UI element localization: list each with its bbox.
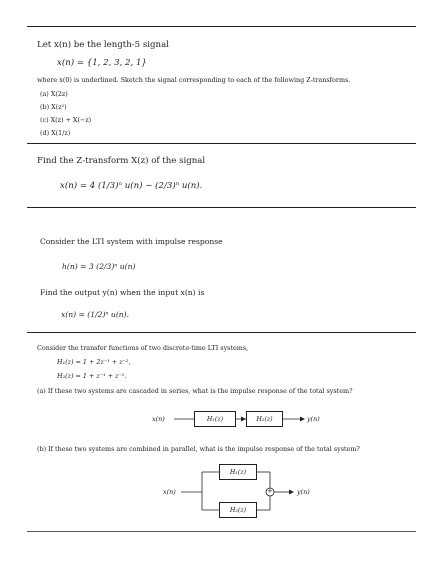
problem1-intro: Let x(n) be the length-5 signal — [37, 40, 169, 50]
parallel-block-h2-label: H₂(z) — [229, 506, 247, 514]
problem1-part-d: (d) X(1/z) — [40, 129, 71, 137]
problem1-part-a: (a) X(2z) — [40, 90, 68, 98]
problem1-note: where x(0) is underlined. Sketch the signal corresponding to each of the following Z-transforms. — [37, 76, 351, 84]
parallel-block-h1-label: H₁(z) — [229, 468, 247, 476]
parallel-block-h2 — [219, 502, 257, 518]
problem3-impulse-response: h(n) = 3 (2/3)ⁿ u(n) — [62, 262, 136, 271]
cascade-input-label: x(n) — [152, 415, 165, 423]
cascade-block-h2-label: H₂(z) — [256, 415, 273, 423]
problem3-intro: Consider the LTI system with impulse response — [40, 237, 223, 246]
cascade-output-label: y(n) — [307, 415, 320, 423]
problem1-part-b: (b) X(z²) — [40, 103, 67, 111]
problem3-input: x(n) = (1/2)ⁿ u(n). — [61, 310, 130, 319]
parallel-block-h1 — [219, 464, 257, 480]
problem4-part-b: (b) If these two systems are combined in parallel, what is the impulse response of the total system? — [37, 445, 360, 453]
problem2-intro: Find the Z-transform X(z) of the signal — [37, 156, 206, 166]
sum-junction-symbol: + — [267, 487, 273, 495]
parallel-input-label: x(n) — [163, 488, 176, 496]
problem4-part-a: (a) If these two systems are cascaded in series, what is the impulse response of the total system? — [37, 387, 353, 395]
problem2-equation: x(n) = 4 (1/3)ⁿ u(n) − (2/3)ⁿ u(n). — [60, 181, 203, 191]
bottom-rule — [27, 531, 416, 532]
problem4-h2: H₂(z) = 1 + z⁻¹ + z⁻². — [57, 372, 127, 380]
problem1-part-c: (c) X(z) + X(−z) — [40, 116, 92, 124]
problem4-intro: Consider the transfer functions of two discrete-time LTI systems, — [37, 344, 249, 352]
problem4-h1: H₁(z) = 1 + 2z⁻¹ + z⁻², — [57, 358, 131, 366]
problem1-signal: x(n) = {1, 2, 3, 2, 1} — [57, 58, 147, 68]
cascade-block-h1-label: H₁(z) — [206, 415, 224, 423]
problem3-question: Find the output y(n) when the input x(n) is — [40, 288, 205, 297]
parallel-output-label: y(n) — [297, 488, 310, 496]
